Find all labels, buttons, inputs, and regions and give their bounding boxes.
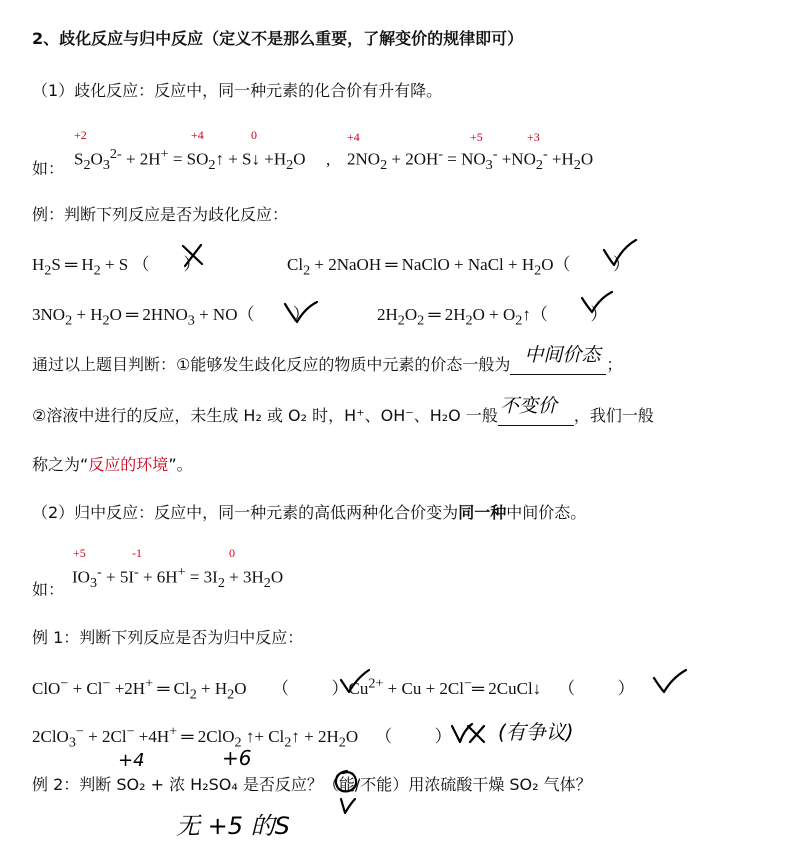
analysis-2-suffix: ，我们一般	[573, 406, 654, 425]
check-mark	[602, 238, 638, 270]
analysis-3-prefix: 称之为“	[32, 455, 89, 474]
judge-title-1: 例：判断下列反应是否为歧化反应：	[32, 205, 289, 224]
example-2-question	[32, 772, 592, 795]
check-mark	[652, 668, 688, 696]
ox-i-plus5: +5	[73, 546, 86, 560]
handwritten-answer-middle-valence: 中间价态	[524, 344, 601, 366]
cl2-naoh-equation: $Cl_2$ + 2NaOH ═ NaClO + NaCl + $H_2O$（ ）	[287, 255, 631, 279]
ox-no3-plus5: +5	[470, 130, 483, 144]
analysis-1-suffix: ；	[606, 355, 623, 374]
handwritten-no-plus5-sulfur-note: 无 +5 的S	[176, 812, 290, 840]
ox-so2-plus4: +4	[191, 128, 204, 142]
clo3-equation: 2ClO$_3$− + 2Cl− +4H+ ═ 2ClO$_2$ ↑+ $Cl_2↑ + 2H_2O$ （ ）	[32, 723, 452, 751]
clo-cl-equation: ClO− + Cl− +2H+ ═ $Cl_2 + H_2O$ （ ）$Cu^{2+} + Cu$ + 2Cl−═ 2CuCl↓ （ ）	[32, 675, 635, 703]
answer-blank	[498, 395, 574, 426]
iodate-equation: $IO_3^- + 5I^- + 6H^+ = 3I_2 + 3H_2O$	[72, 564, 284, 592]
handwritten-disputed-note: (有争议)	[498, 720, 574, 744]
example-lead: 如：	[32, 159, 65, 178]
ox-n-plus4: +4	[347, 130, 360, 144]
analysis-line-1	[32, 344, 623, 375]
equation-separator: ,	[326, 150, 331, 169]
judge-title-2: 例 1：判断下列反应是否为归中反应：	[32, 628, 304, 647]
analysis-line-2	[32, 395, 654, 426]
thiosulfate-equation: $S_2O_3^{2-} + 2H^+$ = $SO_2↑$ + S↓ $+H_2O$	[74, 146, 306, 174]
reaction-environment-term: 反应的环境	[88, 455, 169, 474]
example-lead-2: 如：	[32, 580, 65, 599]
comproportionation-definition	[32, 500, 586, 523]
answer-blank	[510, 344, 606, 375]
check-mark	[283, 300, 319, 326]
definition-prefix: （2）归中反应：反应中，同一种元素的高低两种化合价变为	[32, 503, 459, 522]
analysis-line-3	[32, 452, 193, 475]
no2-water-equation: $3NO_2 + H_2O$ ═ $2HNO_3 + NO$（ ）	[32, 305, 310, 329]
handwritten-plus6: +6	[222, 746, 252, 770]
ox-no2-plus3: +3	[527, 130, 540, 144]
ox-i-zero: 0	[229, 546, 235, 560]
example-2-suffix: ）用浓硫酸干燥 SO₂ 气体？	[392, 775, 592, 794]
example-2-prefix: 例 2：判断 SO₂ + 浓 H₂SO₄ 是否反应？（	[32, 775, 339, 794]
definition-suffix: 中间价态。	[506, 503, 587, 522]
handwritten-plus4: +4	[118, 750, 145, 771]
section-title: 2、歧化反应与归中反应（定义不是那么重要，了解变价的规律即可）	[32, 29, 524, 48]
check-mark	[580, 290, 614, 316]
ox-i-minus1: -1	[132, 546, 142, 560]
definition-bold: 同一种	[458, 503, 507, 522]
option-cannot: 不能	[360, 775, 393, 794]
check-mark	[339, 668, 371, 696]
handwritten-answer-no-valence-change: 不变价	[499, 395, 557, 417]
analysis-1-prefix: 通过以上题目判断：①能够发生歧化反应的物质中元素的价态一般为	[32, 355, 511, 374]
cross-mark	[180, 243, 206, 269]
h2s-equation: $H_2S$ ═ $H_2 + S$ （ ）	[32, 255, 201, 279]
no2-equation: $2NO_2 + 2OH^- = NO_3^- +NO_2^- +H_2O$	[347, 146, 594, 174]
h2o2-equation: $2H_2O_2$ ═ $2H_2O$ + $O_2↑$（ ）	[377, 305, 608, 329]
analysis-3-suffix: ”。	[168, 455, 193, 474]
circle-check-mark	[333, 769, 363, 823]
check-cross-mark	[450, 720, 490, 746]
ox-s-zero: 0	[251, 128, 257, 142]
disproportionation-definition: （1）歧化反应：反应中，同一种元素的化合价有升有降。	[32, 81, 443, 100]
option-can: 能	[339, 775, 355, 794]
analysis-2-prefix: ②溶液中进行的反应，未生成 H₂ 或 O₂ 时，H⁺、OH⁻、H₂O 一般	[32, 406, 498, 425]
option-separator: /	[354, 775, 361, 794]
ox-s-plus2: +2	[74, 128, 87, 142]
